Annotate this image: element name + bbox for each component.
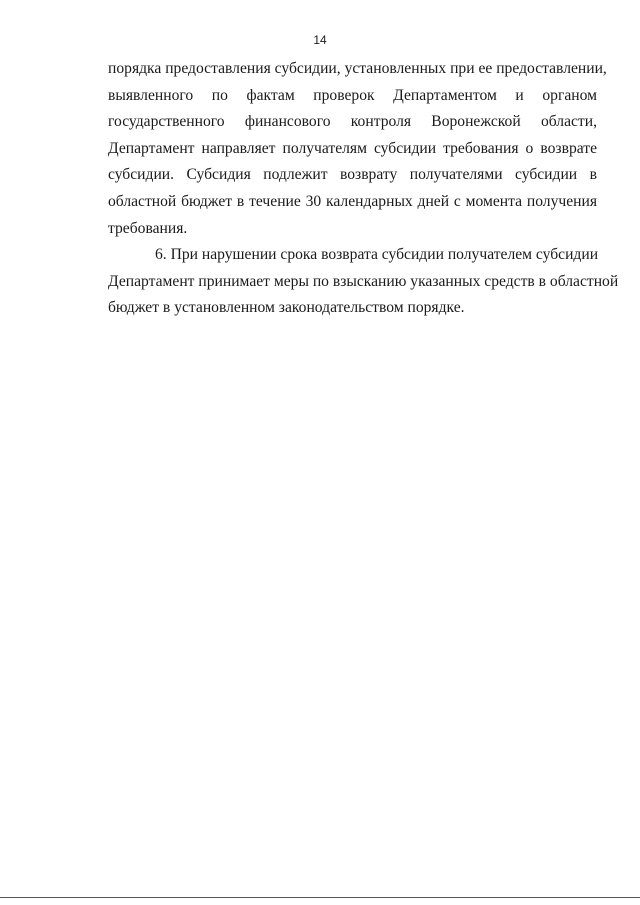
text-line: бюджет в установленном законодательством порядке. bbox=[108, 299, 465, 317]
text-line: государственного финансового контроля Воронежской области, bbox=[108, 113, 597, 131]
text-line: Департамент направляет получателям субсидии требования о возврате bbox=[108, 139, 597, 157]
paragraph-6-recovery-measures bbox=[108, 242, 619, 322]
page-number: 14 bbox=[313, 33, 327, 47]
text-line: порядка предоставления субсидии, установленных при ее предоставлении, bbox=[108, 60, 607, 77]
text-line: Департамент принимает меры по взысканию указанных средств в областной bbox=[108, 272, 619, 290]
text-line: выявленного по фактам проверок Департаментом и органом bbox=[108, 86, 597, 104]
paragraph-subsidy-return-demand bbox=[108, 56, 607, 242]
text-line: областной бюджет в течение 30 календарных дней с момента получения bbox=[108, 192, 597, 210]
text-line: субсидии. Субсидия подлежит возврату получателями субсидии в bbox=[108, 166, 597, 184]
text-line: требования. bbox=[108, 219, 188, 237]
text-line: 6. При нарушении срока возврата субсидии получателем субсидии bbox=[155, 246, 599, 264]
scan-bottom-edge bbox=[0, 897, 640, 898]
document-body bbox=[108, 56, 619, 322]
